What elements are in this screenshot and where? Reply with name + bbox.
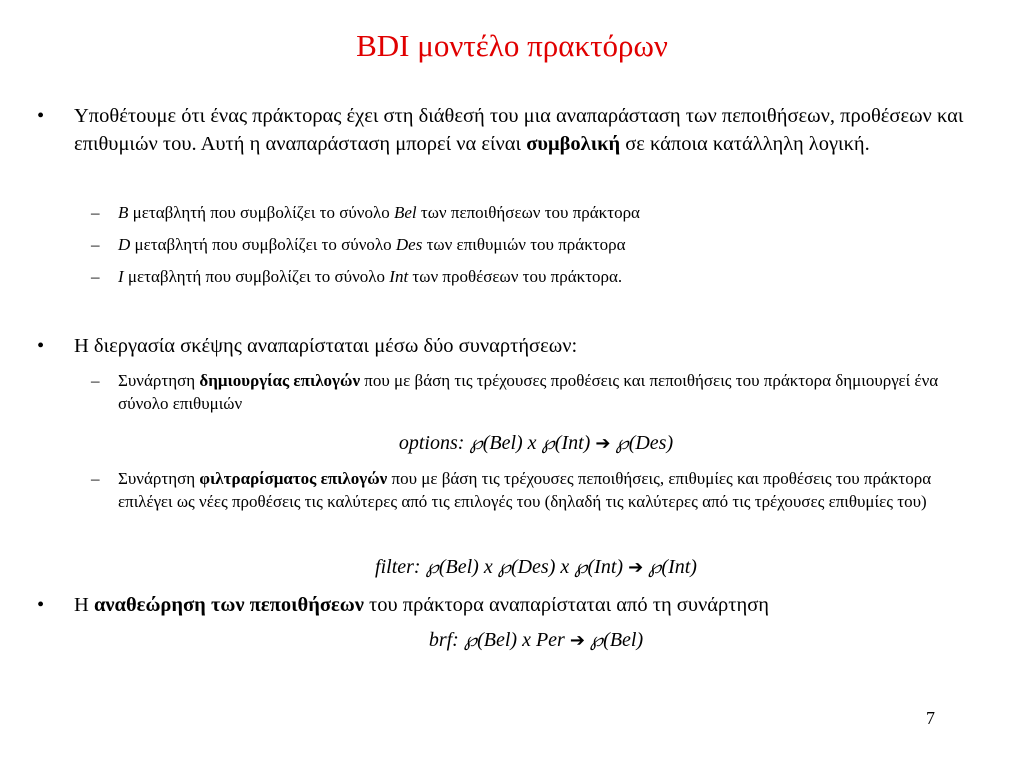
formula-part: (Des) — [628, 432, 674, 454]
sub-text-pre: Συνάρτηση — [118, 469, 196, 488]
sub-bullet-int — [91, 265, 988, 288]
formula-part: (Bel) — [603, 629, 644, 651]
formula-name: filter: — [375, 556, 421, 578]
dash-marker: – — [91, 235, 100, 254]
bullet-text-pre: Υποθέτουμε ότι ένας πράκτορας έχει στη διάθεσή του μια αναπαράσταση των πεποιθήσεων, προθέσεων και επιθυμιών του. Αυτή η αναπαράσταση μπορεί να είναι — [74, 105, 964, 155]
bullet-text-pre: Η — [74, 594, 89, 616]
formula-brf — [0, 627, 1024, 654]
arrow-icon: ➔ — [595, 433, 611, 454]
formula-part: (Des) x — [510, 556, 570, 578]
bullet-representation — [37, 102, 984, 158]
bullet-belief-revision — [37, 591, 984, 619]
bullet-text-bold: αναθεώρηση των πεποιθήσεων — [93, 594, 364, 616]
sub-text-mid: μεταβλητή που συμβολίζει το σύνολο — [134, 235, 392, 254]
powerset-symbol: ℘ — [497, 556, 511, 578]
sub-text-post: που με βάση τις τρέχουσες προθέσεις και πεποιθήσεις του πράκτορα δημιουργεί ένα σύνολο επιθυμιών — [118, 371, 939, 413]
powerset-symbol: ℘ — [541, 432, 555, 454]
slide-title: BDI μοντέλο πρακτόρων — [356, 28, 668, 63]
formula-part: (Bel) x Per — [477, 629, 565, 651]
var-i: I — [118, 267, 124, 286]
powerset-symbol: ℘ — [574, 556, 588, 578]
var-b: B — [118, 203, 129, 222]
powerset-symbol: ℘ — [469, 432, 483, 454]
bullet-text-bold: συμβολική — [526, 133, 621, 155]
sub-bullet-options-filter — [91, 467, 988, 513]
sub-text-tail: των πεποιθήσεων του πράκτορα — [420, 203, 640, 222]
bullet-marker: • — [37, 335, 45, 357]
set-int: Int — [389, 267, 409, 286]
powerset-symbol: ℘ — [425, 556, 439, 578]
sub-bullet-des — [91, 233, 988, 256]
var-d: D — [118, 235, 131, 254]
sub-text-post: που με βάση τις τρέχουσες πεποιθήσεις, επιθυμίες και προθέσεις του πράκτορα επιλέγει ως νέες προθέσεις τις καλύτερες από τις επιλογές του (δηλαδή τις καλύτερες από τις τρέχουσες επιθυμίες του) — [118, 469, 932, 511]
powerset-symbol: ℘ — [463, 629, 478, 651]
formula-part: (Bel) x — [438, 556, 493, 578]
formula-part: (Int) — [661, 556, 697, 578]
sub-bullet-bel — [91, 201, 988, 224]
bullet-thinking-process — [37, 332, 984, 360]
sub-text-pre: Συνάρτηση — [118, 371, 196, 390]
powerset-symbol: ℘ — [615, 432, 629, 454]
bullet-text: Η διεργασία σκέψης αναπαρίσταται μέσω δύο συναρτήσεων: — [74, 335, 578, 357]
bullet-text-post: σε κάποια κατάλληλη λογική. — [625, 133, 870, 155]
arrow-icon: ➔ — [628, 557, 644, 578]
page-number: 7 — [926, 708, 935, 728]
dash-marker: – — [91, 371, 100, 390]
formula-options — [0, 430, 1024, 457]
bullet-text-post: του πράκτορα αναπαρίσταται από τη συνάρτηση — [369, 594, 769, 616]
dash-marker: – — [91, 267, 100, 286]
powerset-symbol: ℘ — [589, 629, 604, 651]
sub-text-mid: μεταβλητή που συμβολίζει το σύνολο — [132, 203, 390, 222]
powerset-symbol: ℘ — [648, 556, 662, 578]
set-bel: Bel — [394, 203, 417, 222]
sub-text-bold: δημιουργίας επιλογών — [199, 371, 361, 390]
sub-text-tail: των προθέσεων του πράκτορα. — [412, 267, 623, 286]
dash-marker: – — [91, 469, 100, 488]
formula-filter — [0, 554, 1024, 581]
sub-text-bold: φιλτραρίσματος επιλογών — [199, 469, 388, 488]
sub-text-tail: των επιθυμιών του πράκτορα — [426, 235, 626, 254]
formula-name: brf: — [428, 629, 459, 651]
bullet-marker: • — [37, 594, 45, 616]
arrow-icon: ➔ — [569, 630, 585, 651]
set-des: Des — [395, 235, 423, 254]
sub-bullet-options-generation — [91, 369, 988, 415]
sub-text-mid: μεταβλητή που συμβολίζει το σύνολο — [127, 267, 386, 286]
formula-name: options: — [398, 432, 465, 454]
formula-part: (Int) — [587, 556, 624, 578]
formula-part: (Bel) x — [482, 432, 537, 454]
dash-marker: – — [91, 203, 100, 222]
bullet-marker: • — [37, 105, 45, 127]
formula-part: (Int) — [554, 432, 591, 454]
